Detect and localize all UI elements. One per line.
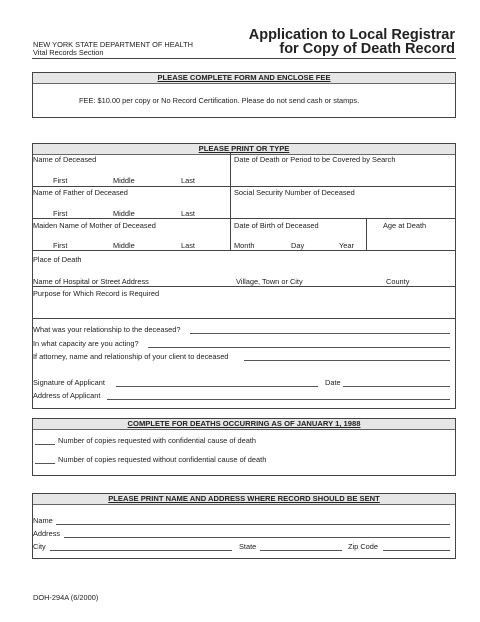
section-name: Vital Records Section bbox=[33, 48, 104, 57]
send-zip-label: Zip Code bbox=[348, 542, 378, 551]
father-first-label: First bbox=[53, 209, 68, 218]
attorney-label: If attorney, name and relationship of your client to deceased bbox=[33, 352, 229, 361]
grid-line bbox=[32, 218, 456, 219]
fee-text: FEE: $10.00 per copy or No Record Certification. Please do not send cash or stamps. bbox=[79, 96, 360, 105]
name-of-father-field[interactable] bbox=[33, 198, 229, 209]
grid-line bbox=[230, 153, 231, 250]
grid-line bbox=[32, 318, 456, 319]
deaths-section bbox=[32, 418, 456, 476]
birth-day-label: Day bbox=[291, 241, 305, 250]
father-last-label: Last bbox=[181, 209, 195, 218]
signature-field[interactable] bbox=[116, 386, 318, 387]
capacity-label: In what capacity are you acting? bbox=[33, 339, 139, 348]
address-applicant-label: Address of Applicant bbox=[33, 391, 101, 400]
form-title-line1: Application to Local Registrar bbox=[248, 27, 455, 43]
send-address-field[interactable] bbox=[64, 537, 450, 538]
age-at-death-label: Age at Death bbox=[383, 221, 427, 230]
name-of-father-label: Name of Father of Deceased bbox=[33, 188, 128, 197]
send-name-field[interactable] bbox=[56, 524, 450, 525]
ssn-field[interactable] bbox=[232, 198, 454, 217]
signature-label: Signature of Applicant bbox=[33, 378, 105, 387]
father-middle-label: Middle bbox=[113, 209, 135, 218]
name-of-deceased-label: Name of Deceased bbox=[33, 155, 97, 164]
hospital-label: Name of Hospital or Street Address bbox=[33, 277, 149, 286]
send-city-label: City bbox=[33, 542, 46, 551]
place-of-death-label: Place of Death bbox=[33, 255, 82, 264]
county-label: County bbox=[386, 277, 410, 286]
header-rule bbox=[32, 58, 456, 59]
village-label: Village, Town or City bbox=[236, 277, 303, 286]
deceased-first-label: First bbox=[53, 176, 68, 185]
grid-line bbox=[32, 250, 456, 251]
birth-month-label: Month bbox=[234, 241, 255, 250]
relationship-field[interactable] bbox=[190, 333, 450, 334]
name-of-deceased-field[interactable] bbox=[33, 165, 229, 176]
date-label: Date bbox=[325, 378, 341, 387]
copies-confidential-field[interactable] bbox=[35, 444, 55, 445]
copies-without-field[interactable] bbox=[35, 463, 55, 464]
send-heading: PLEASE PRINT NAME AND ADDRESS WHERE RECORD SHOULD BE SENT bbox=[33, 494, 455, 505]
grid-line bbox=[32, 186, 456, 187]
purpose-field[interactable] bbox=[33, 299, 454, 317]
grid-line bbox=[366, 218, 367, 250]
deceased-middle-label: Middle bbox=[113, 176, 135, 185]
mother-middle-label: Middle bbox=[113, 241, 135, 250]
ssn-label: Social Security Number of Deceased bbox=[234, 188, 355, 197]
relationship-label: What was your relationship to the deceased? bbox=[33, 325, 181, 334]
print-heading: PLEASE PRINT OR TYPE bbox=[33, 144, 455, 155]
date-of-birth-label: Date of Birth of Deceased bbox=[234, 221, 319, 230]
age-at-death-field[interactable] bbox=[368, 231, 454, 249]
date-field[interactable] bbox=[343, 386, 450, 387]
date-of-death-field[interactable] bbox=[232, 165, 454, 185]
send-state-label: State bbox=[239, 542, 257, 551]
grid-line bbox=[32, 286, 456, 287]
attorney-field[interactable] bbox=[244, 360, 450, 361]
deceased-last-label: Last bbox=[181, 176, 195, 185]
place-of-death-field[interactable] bbox=[33, 265, 454, 277]
send-address-label: Address bbox=[33, 529, 61, 538]
copies-without-label: Number of copies requested without confidential cause of death bbox=[58, 455, 267, 464]
copies-confidential-label: Number of copies requested with confidential cause of death bbox=[58, 436, 257, 445]
form-id: DOH-294A (6/2000) bbox=[33, 593, 99, 602]
maiden-name-mother-field[interactable] bbox=[33, 231, 229, 241]
birth-year-label: Year bbox=[339, 241, 354, 250]
maiden-name-mother-label: Maiden Name of Mother of Deceased bbox=[33, 221, 156, 230]
purpose-label: Purpose for Which Record is Required bbox=[33, 289, 160, 298]
date-of-death-label: Date of Death or Period to be Covered by Search bbox=[234, 155, 396, 164]
send-state-field[interactable] bbox=[260, 550, 342, 551]
send-zip-field[interactable] bbox=[383, 550, 450, 551]
mother-first-label: First bbox=[53, 241, 68, 250]
department-name: NEW YORK STATE DEPARTMENT OF HEALTH bbox=[33, 40, 194, 49]
fee-heading: PLEASE COMPLETE FORM AND ENCLOSE FEE bbox=[33, 73, 455, 84]
address-applicant-field[interactable] bbox=[107, 399, 450, 400]
capacity-field[interactable] bbox=[148, 347, 450, 348]
mother-last-label: Last bbox=[181, 241, 195, 250]
send-name-label: Name bbox=[33, 516, 53, 525]
date-of-birth-field[interactable] bbox=[232, 231, 365, 241]
send-city-field[interactable] bbox=[50, 550, 232, 551]
deaths-heading: COMPLETE FOR DEATHS OCCURRING AS OF JANUARY 1, 1988 bbox=[33, 419, 455, 430]
fee-section bbox=[32, 72, 456, 118]
form-title-line2: for Copy of Death Record bbox=[279, 41, 455, 57]
